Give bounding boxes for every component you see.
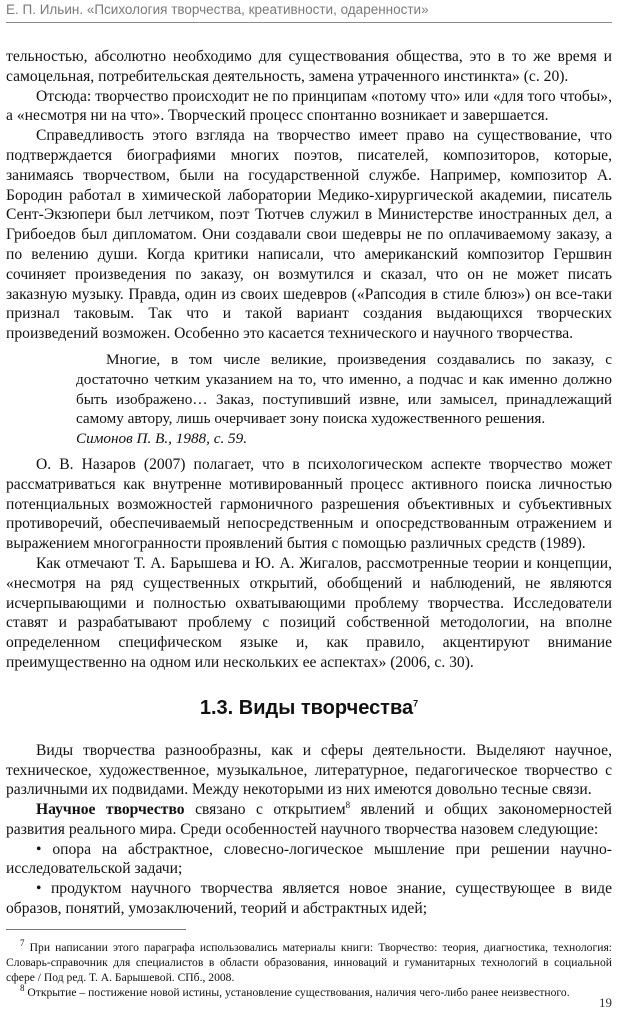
paragraph-text: связано с открытием xyxy=(184,801,346,819)
footnote-number: 7 xyxy=(20,938,25,949)
running-header: Е. П. Ильин. «Психология творчества, креативности, одаренности» xyxy=(6,2,612,23)
footnote-marker: 7 xyxy=(413,698,419,709)
paragraph: О. В. Назаров (2007) полагает, что в психологическом аспекте творчество может рассматриваться как внутренне мотивированный процесс активного поиска личностью потенциальных возможностей гармоничного разрешения объективных и субъективных противоречий, обеспечиваемый непосредственным и опосредствованным отражением и выражением многогранности проявлений бытия с помощью различных средств (1989). xyxy=(6,455,612,553)
block-quote xyxy=(76,350,612,449)
footnote-8 xyxy=(6,985,612,1000)
footnotes xyxy=(6,940,612,1000)
paragraph-text: явлений и общих закономерностей развития реального мира. Среди особенностей научного творчества назовем следующие: xyxy=(6,801,613,838)
footnote-number: 8 xyxy=(20,983,25,994)
bullet-item: • продуктом научного творчества является новое знание, существующее в виде образов, понятий, умозаключений, теорий и абстрактных идей; xyxy=(6,880,612,918)
footnote-text: При написании этого параграфа использовались материалы книги: Творчество: теория, диагностика, технология: Словарь-справочник для специалистов в области образования, инноваций и гуманитарных технологий в социальной сфере / Под ред. Т. А. Барышевой. СПб., 2008. xyxy=(6,941,612,984)
bullet-item: • опора на абстрактное, словесно-логическое мышление при решении научно-исследовательской задачи; xyxy=(6,840,612,878)
paragraph-continuation: тельностью, абсолютно необходимо для существования общества, это в то же время и самоцельная, потребительская деятельность, замена утраченного инстинкта» (с. 20). xyxy=(6,48,612,85)
section-heading xyxy=(6,695,612,721)
footnote-divider xyxy=(6,929,186,930)
quote-source: Симонов П. В., 1988, с. 59. xyxy=(76,430,248,448)
paragraph: Виды творчества разнообразны, как и сферы деятельности. Выделяют научное, техническое, художественное, музыкальное, литературное, педагогическое творчество с различными их подвидами. Между некоторыми из них имеются довольно тесные связи. xyxy=(6,741,612,799)
paragraph xyxy=(6,800,612,840)
paragraph: Отсюда: творчество происходит не по принципам «потому что» или «для того чтобы», а «несмотря ни на что». Творческий процесс спонтанно возникает и завершается. xyxy=(6,87,612,125)
quote-text: Многие, в том числе великие, произведения создавались по заказу, с достаточно четким указанием на то, что именно, а подчас и как именно должно быть изображено… Заказ, поступивший извне, или замысел, принадлежащий самому автору, лишь очерчивает зону поиска художественного решения. xyxy=(76,350,612,428)
paragraph: Как отмечают Т. А. Барышева и Ю. А. Жигалов, рассмотренные теории и концепции, «несмотря на ряд существенных открытий, обобщений и наблюдений, не являются исчерпывающими и полностью охватывающими проблему творчества. Исследователи ставят и разрабатывают проблему с позиций собственной методологии, на вполне определенном специфическом языке и, как правило, акцентируют внимание преимущественно на одном или нескольких ее аспектах» (2006, с. 30). xyxy=(6,554,612,671)
footnote-7 xyxy=(6,940,612,985)
section-title: 1.3. Виды творчества xyxy=(199,696,414,719)
paragraph: Справедливость этого взгляда на творчество имеет право на существование, что подтверждается биографиями многих поэтов, писателей, композиторов, которые, занимаясь творчеством, были на государственной службе. Например, композитор А. Бородин работал в химической лаборатории Медико-хирургической академии, писатель Сент-Экзюпери был летчиком, поэт Тютчев служил в Министерстве иностранных дел, а Грибоедов был дипломатом. Они создавали свои шедевры не по оплачиваемому заказу, а по велению души. Когда критики написали, что американский композитор Гершвин сочиняет произведения по заказу, он возмутился и сказал, что он не может писать заказную музыку. Правда, один из своих шедевров («Рапсодия в стиле блюз») он все-таки признал таковым. Так что и такой вариант создания выдающихся творческих произведений возможен. Особенно это касается технического и научного творчества. xyxy=(6,127,612,343)
footnote-text: Открытие – постижение новой истины, установление существования, наличия чего-либо ранее неизвестного. xyxy=(24,986,570,999)
page-number: 19 xyxy=(599,995,612,1010)
main-text xyxy=(6,47,612,919)
footnote-marker: 8 xyxy=(345,799,351,810)
bold-term: Научное творчество xyxy=(36,801,185,819)
